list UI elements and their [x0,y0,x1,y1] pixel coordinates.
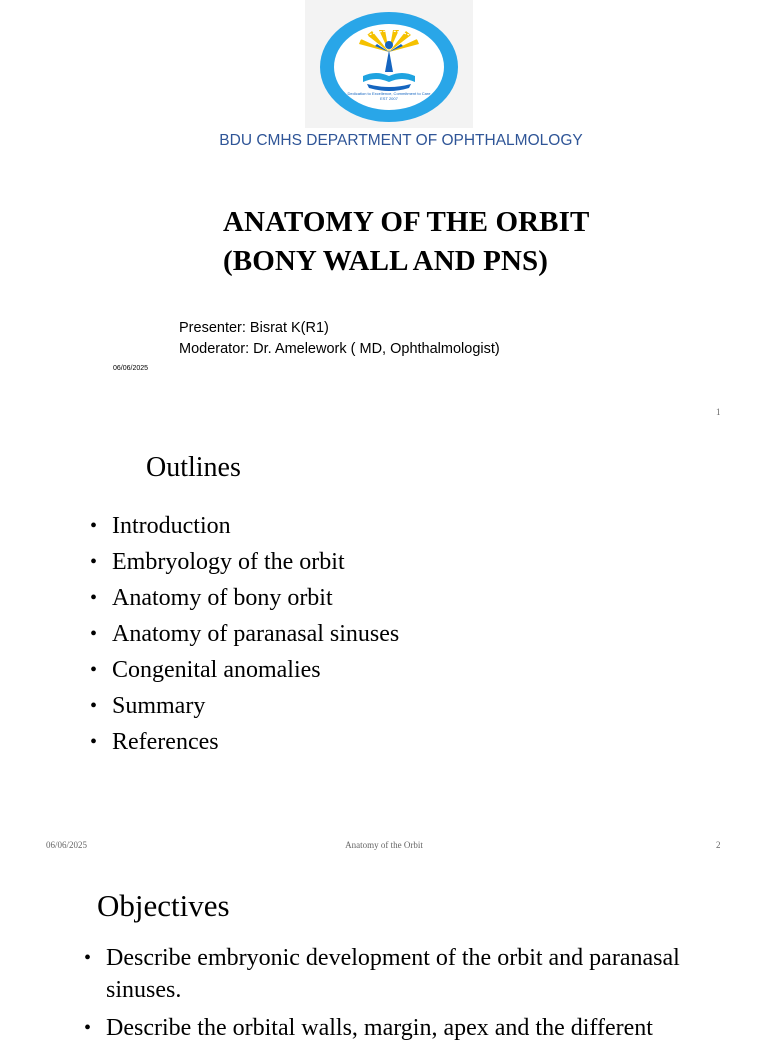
bullet-icon: • [90,623,98,645]
outlines-title: Outlines [146,452,241,483]
logo-year: EST 2007 [380,96,398,101]
moderator-line: Moderator: Dr. Amelework ( MD, Ophthalmologist) [179,341,500,357]
bullet-icon: • [90,587,98,609]
department-heading: BDU CMHS DEPARTMENT OF OPHTHALMOLOGY [219,132,583,149]
bullet-icon: • [84,947,92,969]
slide-number: 1 [716,407,721,417]
list-item-text: References [112,729,219,755]
logo-background [305,0,473,128]
list-item-text: Describe embryonic development of the orbit and paranasal sinuses. [106,945,680,1003]
objectives-list [84,942,734,1050]
list-item-text: Anatomy of paranasal sinuses [112,621,400,647]
list-item-text: Anatomy of bony orbit [112,585,333,611]
list-item-text: Summary [112,693,206,719]
list-item [84,942,734,1006]
bullet-icon: • [90,731,98,753]
slide-date: 06/06/2025 [113,365,149,372]
list-item-text: Describe the orbital walls, margin, apex and the different [106,1015,653,1041]
list-item-text: Introduction [112,513,231,539]
logo-tagline: Dedication to Excellence, Commitment to Care [347,91,431,96]
bullet-icon: • [90,659,98,681]
list-item-text: Congenital anomalies [112,657,321,683]
footer-title: Anatomy of the Orbit [345,840,423,850]
footer-slide-number: 2 [716,840,721,850]
list-item-text: Embryology of the orbit [112,549,345,575]
slide-title-line-2: (BONY WALL AND PNS) [223,245,548,277]
bullet-icon: • [90,551,98,573]
presenter-line: Presenter: Bisrat K(R1) [179,320,329,336]
objectives-title: Objectives [97,888,230,923]
bullet-icon: • [90,695,98,717]
bullet-icon: • [84,1017,92,1039]
bullet-icon: • [90,515,98,537]
university-logo [305,0,473,128]
list-item [84,1012,734,1044]
footer-date: 06/06/2025 [46,840,88,850]
slide-title-line-1: ANATOMY OF THE ORBIT [223,206,590,238]
